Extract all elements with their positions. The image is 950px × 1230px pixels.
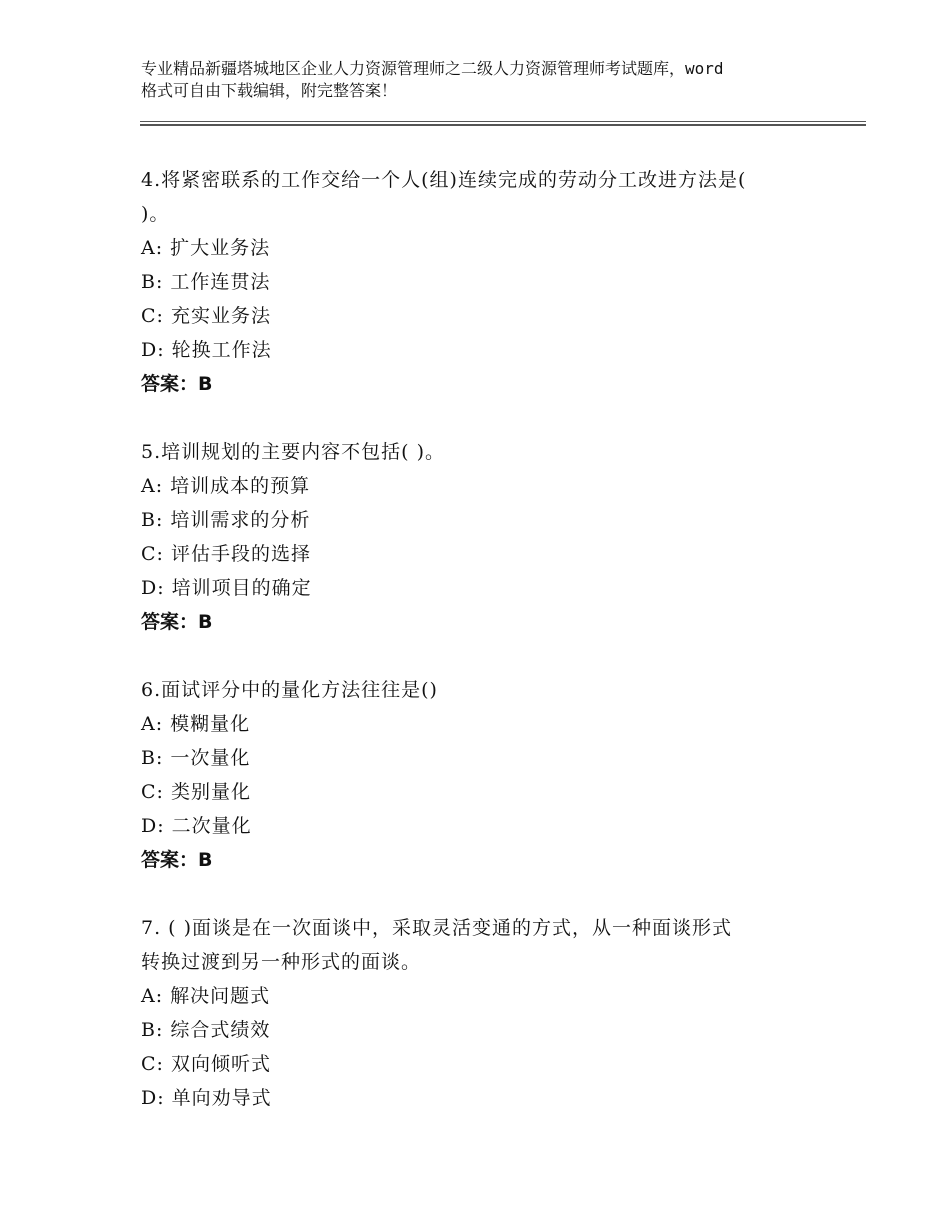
option-a: A: 模糊量化: [141, 713, 251, 735]
header-line-1: 专业精品新疆塔城地区企业人力资源管理师之二级人力资源管理师考试题库，word: [141, 59, 724, 78]
question-spacer: [141, 877, 831, 911]
question-stem: 7. ( )面谈是在一次面谈中，采取灵活变通的方式，从一种面谈形式: [141, 917, 733, 939]
question-list: [141, 163, 831, 1115]
question-stem: 6.面试评分中的量化方法往往是(): [141, 679, 438, 701]
option-d: D: 培训项目的确定: [141, 577, 312, 599]
option-d: D: 二次量化: [141, 815, 252, 837]
option-c: C: 充实业务法: [141, 305, 271, 327]
answer-label: 答案：B: [141, 849, 213, 871]
option-d: D: 单向劝导式: [141, 1087, 272, 1109]
question-4: [141, 163, 831, 401]
option-b: B: 工作连贯法: [141, 271, 271, 293]
question-5: [141, 435, 831, 639]
question-6: [141, 673, 831, 877]
option-c: C: 评估手段的选择: [141, 543, 311, 565]
option-b: B: 一次量化: [141, 747, 251, 769]
option-a: A: 扩大业务法: [141, 237, 271, 259]
option-b: B: 培训需求的分析: [141, 509, 311, 531]
answer-label: 答案：B: [141, 373, 213, 395]
question-stem: 转换过渡到另一种形式的面谈。: [141, 951, 422, 973]
option-c: C: 类别量化: [141, 781, 251, 803]
option-c: C: 双向倾听式: [141, 1053, 271, 1075]
answer-label: 答案：B: [141, 611, 213, 633]
question-spacer: [141, 401, 831, 435]
document-header: [141, 58, 841, 102]
header-divider-thin: [140, 121, 866, 122]
option-b: B: 综合式绩效: [141, 1019, 271, 1041]
question-stem: )。: [141, 203, 170, 225]
question-stem: 4.将紧密联系的工作交给一个人(组)连续完成的劳动分工改进方法是(: [141, 169, 747, 191]
question-stem: 5.培训规划的主要内容不包括( )。: [141, 441, 445, 463]
option-d: D: 轮换工作法: [141, 339, 272, 361]
option-a: A: 解决问题式: [141, 985, 271, 1007]
option-a: A: 培训成本的预算: [141, 475, 311, 497]
header-divider-thick: [140, 124, 866, 126]
question-7: [141, 911, 831, 1115]
header-line-2: 格式可自由下载编辑，附完整答案！: [141, 81, 398, 100]
question-spacer: [141, 639, 831, 673]
